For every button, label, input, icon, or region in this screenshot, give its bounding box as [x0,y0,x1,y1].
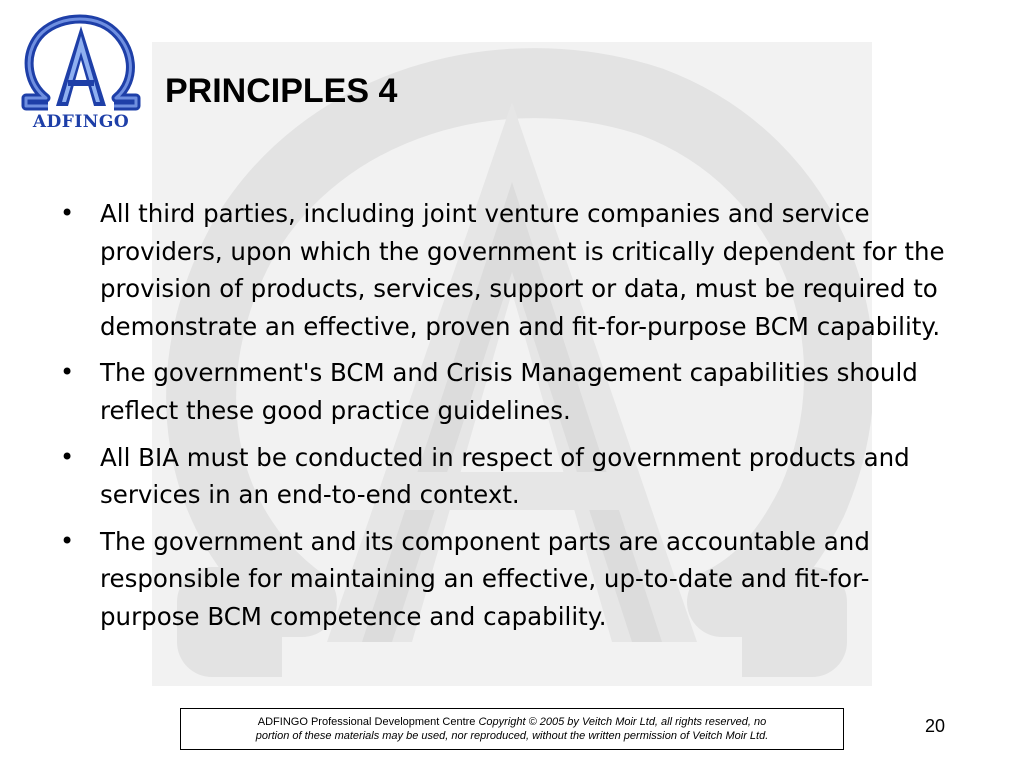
bullet-glyph: • [60,526,75,555]
footer-copyright-line2: portion of these materials may be used, nor reproduced, without the written permission of Veitch Moir Ltd. [255,730,769,742]
bullet-glyph: • [60,358,75,387]
bullet-glyph: • [60,199,75,227]
bullet-text: All BIA must be conducted in respect of government products and services in an end-to-end context. [100,442,910,510]
copyright-footer [180,708,844,750]
footer-centre-name: ADFINGO Professional Development Centre [257,716,479,728]
bullet-item [58,523,963,636]
footer-copyright-line1: Copyright © 2005 by Veitch Moir Ltd, all rights reserved, no [478,716,767,728]
bullet-glyph: • [60,442,75,471]
bullet-item [58,195,963,345]
bullet-text: The government's BCM and Crisis Management capabilities should reflect these good practice guidelines. [100,358,918,425]
bullet-list [58,195,963,645]
bullet-item [58,439,963,514]
logo-text: ADFINGO [32,112,130,132]
adfingo-logo [20,14,142,136]
page-number: 20 [925,716,946,736]
bullet-text: All third parties, including joint venture companies and service providers, upon which the government is critically dependent for the provision of products, services, support or data, must be required to demonstrate an effective, proven and fit-for-purpose BCM capability. [100,199,945,341]
bullet-item [58,354,963,429]
slide-title: PRINCIPLES 4 [165,72,398,110]
bullet-text: The government and its component parts are accountable and responsible for maintaining an effective, up-to-date and fit-for-purpose BCM competence and capability. [100,526,870,631]
omega-a-logo-icon [20,14,142,114]
